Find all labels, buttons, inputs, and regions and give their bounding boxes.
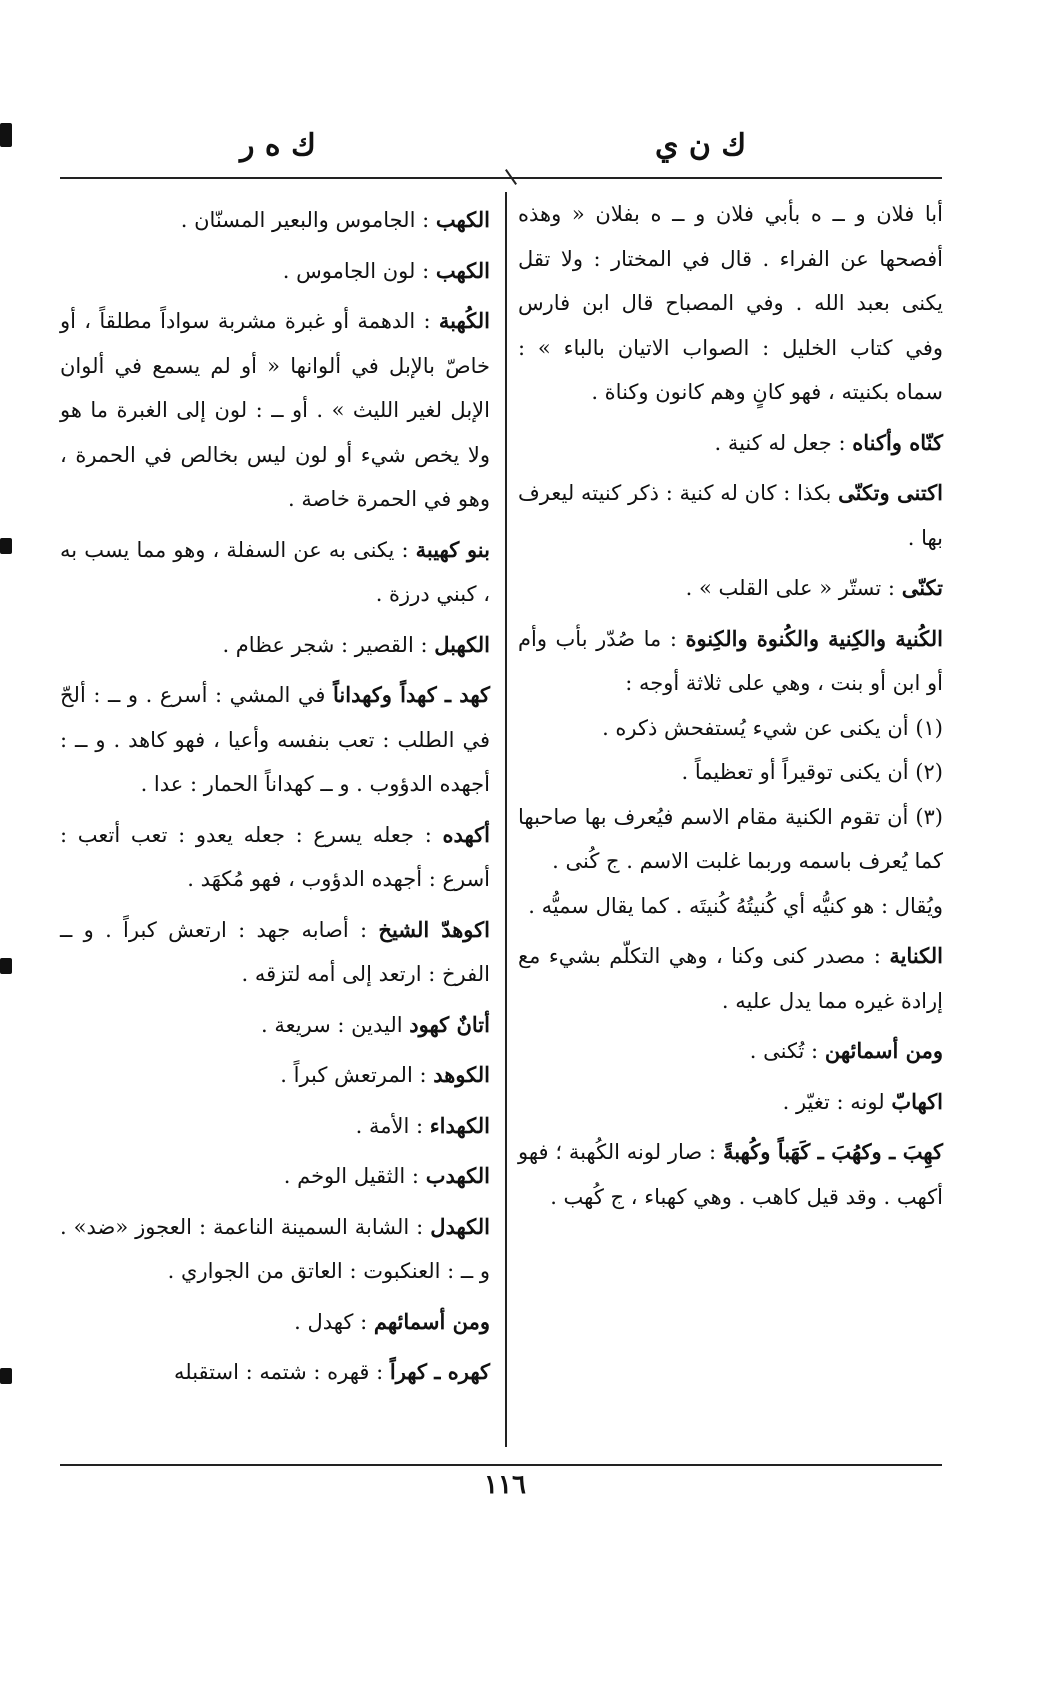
dictionary-entry xyxy=(60,673,490,807)
entry-headword: الكناية xyxy=(889,943,943,968)
entry-definition: : لون الجاموس . xyxy=(282,258,430,283)
running-header-right: ك ن ي xyxy=(655,128,747,163)
margin-mark xyxy=(0,538,12,554)
entry-definition: : الدهمة أو غبرة مشربة سواداً مطلقاً ، أو خاصّ بالإبل في ألوانها « أو لم يسمع في ألوان الإبل لغير الليث » . أو ــ : لون إلى الغبرة ما هو ولا يخص شيء أو لون ليس بخالص في الحمرة ، وهو في الحمرة خاصة . xyxy=(60,309,490,511)
entry-definition: : الثقيل الوخم . xyxy=(283,1164,419,1188)
entry-headword: الكهبل xyxy=(434,631,490,657)
margin-mark xyxy=(0,958,12,974)
dictionary-entry xyxy=(60,1154,490,1199)
dictionary-entry xyxy=(518,471,943,560)
entry-definition: : ما صُدّر بأب وأم أو ابن أو بنت ، وهي على ثلاثة أوجه : xyxy=(518,626,943,695)
column-divider xyxy=(505,192,507,1447)
entry-headword: كهد ـ كهداً وكهداناً xyxy=(333,682,490,707)
dictionary-entry xyxy=(518,566,943,611)
dictionary-entry xyxy=(518,1080,943,1125)
entry-definition: أبا فلان و ــ ه بأبي فلان و ــ ه بفلان « وهذه أفصحها عن الفراء . قال في المختار : ولا تقل يكنى بعبد الله . وفي المصباح قال ابن فارس وفي كتاب الخليل : الصواب الاتيان بالباء » : سماه بكنيته ، فهو كانٍ وهم كانون وكناة . xyxy=(518,202,943,404)
dictionary-entry xyxy=(60,1053,490,1098)
dictionary-entry xyxy=(518,192,943,415)
entry-headword: اكوهدّ الشيخ xyxy=(378,916,490,942)
dictionary-entry xyxy=(60,813,490,902)
entry-definition: : تستّر « على القلب » . xyxy=(685,576,896,600)
dictionary-entry xyxy=(60,1350,490,1395)
top-rule xyxy=(60,177,942,179)
dictionary-entry xyxy=(60,908,490,997)
entry-definition: : قهره : شتمه : استقبله xyxy=(173,1360,384,1384)
entry-headword: ومن أسمائهم xyxy=(373,1308,490,1334)
entry-headword: الكهداء xyxy=(429,1112,490,1138)
entry-headword: الكُنية والكِنية والكُنوة والكِنوة xyxy=(685,625,943,651)
dictionary-entry xyxy=(518,617,943,706)
entry-definition: : الشابة السمينة الناعمة : العجوز «ضد» . و ــ : العنكبوت : العاتق من الجواري . xyxy=(60,1214,490,1283)
entry-definition: : كهدل . xyxy=(294,1309,368,1334)
entry-definition: : صار لونه الكُهبة ؛ فهو أكهب . وقد قيل كاهب . وهي كهباء ، ج كُهب . xyxy=(518,1140,943,1209)
entry-definition: (٣) أن تقوم الكنية مقام الاسم فيُعرف بها صاحبها كما يُعرف باسمه وربما غلبت الاسم . ج كُنى . xyxy=(518,804,943,873)
dictionary-entry xyxy=(518,884,943,929)
entry-headword: اكتنى وتكنّى xyxy=(838,480,943,505)
entry-headword: بنو كهيبة xyxy=(415,536,490,562)
entry-definition: : الأمة . xyxy=(355,1113,424,1138)
dictionary-entry xyxy=(518,706,943,751)
dictionary-entry xyxy=(60,198,490,243)
running-header-left: ك ه ر xyxy=(240,128,316,163)
dictionary-entry xyxy=(518,750,943,795)
entry-definition: : يكنى به عن السفلة ، وهو مما يسب به ، كبني درزة . xyxy=(60,537,490,606)
entry-definition: : أصابه جهد : ارتعش كبراً . و ــ الفرخ : ارتعد إلى أمه لتزقه . xyxy=(60,917,490,986)
entry-headword: الكوهد xyxy=(433,1062,490,1087)
entry-headword: الكهب xyxy=(435,207,490,232)
entry-headword: أكهده xyxy=(442,821,490,847)
entry-headword: كهره ـ كهراً xyxy=(389,1359,490,1384)
margin-mark xyxy=(0,1368,12,1384)
entry-definition: : جعله يسرع : جعله يعدو : تعب أتعب : أسرع : أجهده الدؤوب ، فهو مُكهَد . xyxy=(60,822,490,891)
dictionary-entry xyxy=(60,1003,490,1048)
entry-definition: (١) أن يكنى عن شيء يُستفحش ذكره . xyxy=(602,715,943,740)
entry-headword: الكهب xyxy=(435,257,490,283)
dictionary-entry xyxy=(60,1104,490,1149)
margin-mark xyxy=(0,123,12,147)
left-column xyxy=(60,192,490,1395)
dictionary-entry xyxy=(60,299,490,522)
dictionary-entry xyxy=(60,528,490,617)
entry-definition: : مصدر كنى وكنا ، وهي التكلّم بشيء مع إرادة غيره مما يدل عليه . xyxy=(518,944,943,1013)
dictionary-entry xyxy=(518,1029,943,1074)
dictionary-entry xyxy=(518,934,943,1023)
entry-definition: في المشي : أسرع . و ــ : ألحّ في الطلب : تعب بنفسه وأعيا ، فهو كاهد . و ــ : أجهده الدؤوب . و ــ كهداناً الحمار : عدا . xyxy=(60,683,490,796)
entry-headword: تكنّى xyxy=(901,575,943,600)
entry-definition: : تُكنى . xyxy=(749,1039,819,1063)
entry-headword: اكهابّ xyxy=(891,1088,943,1114)
page-number: ١١٦ xyxy=(484,1470,526,1500)
entry-definition: (٢) أن يكنى توقيراً أو تعظيماً . xyxy=(681,760,943,784)
entry-headword: الكهدل xyxy=(430,1213,490,1239)
entry-headword: كنّاه وأكناه xyxy=(852,429,943,455)
entry-headword: أتانٌ كهود xyxy=(409,1011,490,1037)
entry-headword: كهِبَ ـ وكهُبَ ـ كَهَباً وكُهبةً xyxy=(722,1139,943,1164)
right-column xyxy=(518,192,943,1219)
entry-headword: الكُهبة xyxy=(438,308,490,333)
dictionary-entry xyxy=(60,1300,490,1345)
entry-definition: لونه : تغيّر . xyxy=(782,1089,885,1114)
entry-definition: : المرتعش كبراً . xyxy=(280,1063,427,1087)
dictionary-entry xyxy=(60,623,490,668)
dictionary-entry xyxy=(518,421,943,466)
dictionary-entry xyxy=(518,1130,943,1219)
entry-definition: : جعل له كنية . xyxy=(714,430,846,455)
dictionary-entry xyxy=(60,1205,490,1294)
entry-headword: الكهدب xyxy=(425,1163,490,1188)
entry-definition: بكذا : كان له كنية : ذكر كنيته ليعرف بها . xyxy=(518,481,943,550)
entry-definition: : القصير : شجر عظام . xyxy=(222,632,428,657)
entry-definition: : الجاموس والبعير المسنّان . xyxy=(180,208,430,232)
entry-headword: ومن أسمائهن xyxy=(824,1038,943,1063)
entry-definition: ويُقال : هو كنيُّه أي كُنيتُهُ كُنيتَه . كما يقال سميُّه . xyxy=(528,893,943,918)
dictionary-entry xyxy=(60,249,490,294)
entry-definition: اليدين : سريعة . xyxy=(260,1012,403,1037)
bottom-rule xyxy=(60,1464,942,1466)
dictionary-entry xyxy=(518,795,943,884)
